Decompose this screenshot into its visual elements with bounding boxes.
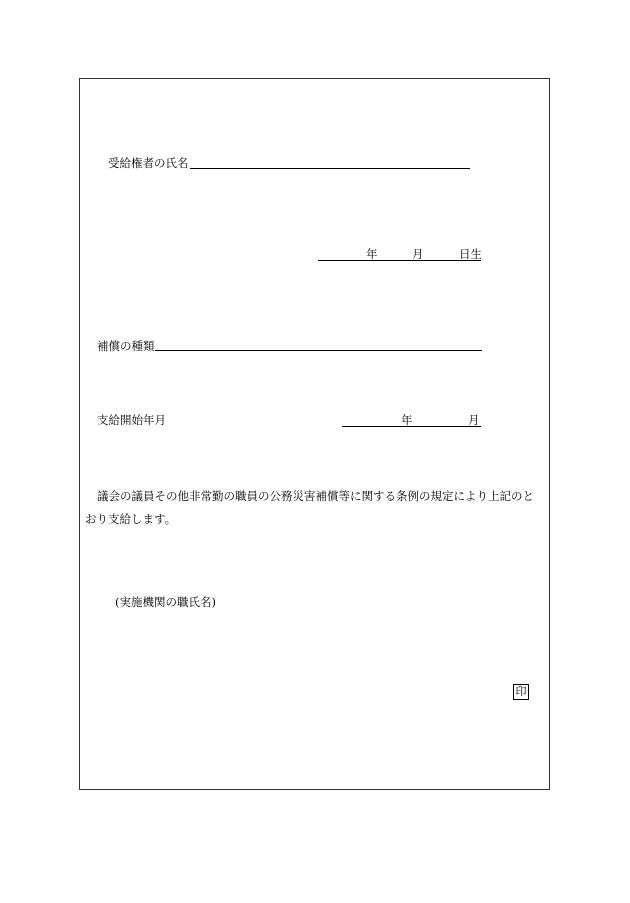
recipient-name-label: 受給権者の氏名 — [108, 156, 189, 170]
birth-day-label: 日生 — [459, 247, 482, 261]
payment-start-year-label: 年 — [401, 413, 413, 427]
statement-line-1: 議会の議員その他非常勤の職員の公務災害補償等に関する条例の規定により上記のと — [97, 489, 534, 503]
form-frame — [79, 78, 550, 790]
payment-start-month-label: 月 — [468, 413, 480, 427]
compensation-type-label: 補償の種類 — [97, 339, 155, 353]
agency-label: (実施機関の職氏名) — [115, 595, 216, 609]
birth-month-label: 月 — [412, 247, 424, 261]
recipient-name-field[interactable] — [190, 168, 470, 169]
birth-year-label: 年 — [366, 247, 378, 261]
statement-line-2: おり支給します。 — [85, 512, 177, 526]
birth-date-field[interactable] — [318, 260, 481, 261]
compensation-type-field[interactable] — [155, 350, 482, 351]
seal-mark: 印 — [513, 684, 529, 700]
payment-start-label: 支給開始年月 — [97, 413, 166, 427]
